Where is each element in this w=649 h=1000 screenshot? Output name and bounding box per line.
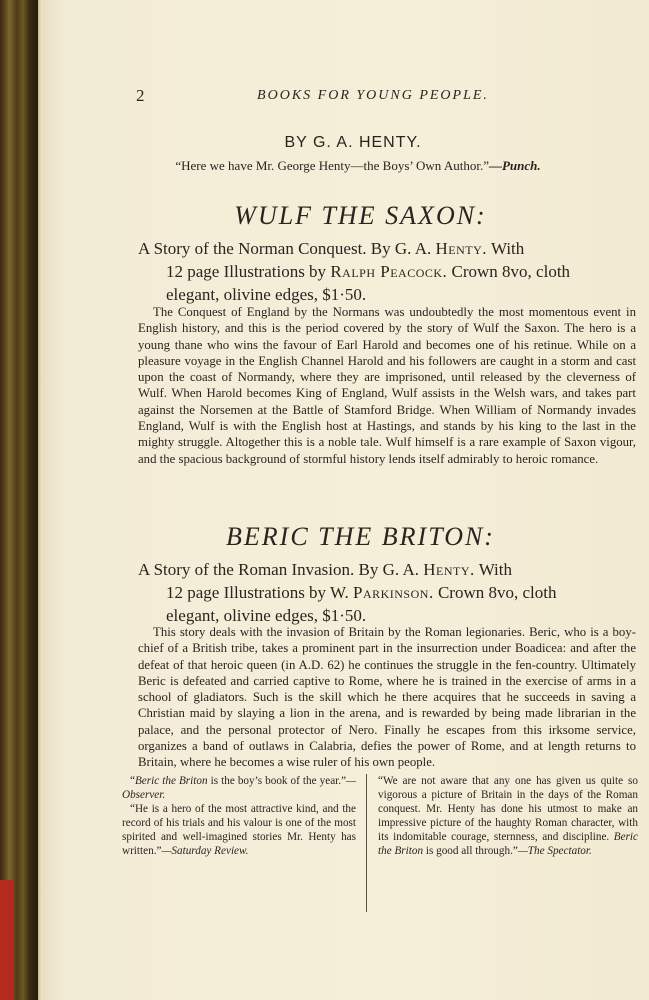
desc-line: elegant, olivine edges, $1·50. xyxy=(166,606,367,625)
desc-line xyxy=(138,581,638,604)
review-column-left xyxy=(122,774,356,859)
spine-ribbon xyxy=(0,880,14,1000)
review-source: —Observer. xyxy=(122,775,356,802)
desc-illustrator: Parkinson. xyxy=(352,583,434,602)
desc-author: Henty. xyxy=(423,560,475,579)
author-quote xyxy=(42,158,649,174)
review-text: “We are not aware that any one has given us quite so vigorous a picture of Britain in the days of the Roman conquest. Mr. Henty has done his utmost to make an impressive picture of the haughty Roman character, with its indomitable courage, sternness, and discipline. xyxy=(378,775,638,844)
review-observer: “Beric the Briton is the boy’s book of the year.”—Observer. xyxy=(122,775,356,802)
review-saturday xyxy=(122,802,356,858)
book-body-beric: This story deals with the invasion of Britain by the Roman legionaries. Beric, who is a boy-chief of a British tribe, takes a prominent part in the insurrection under Boadicea: and after the defeat of that heroic queen (in A.D. 62) he continues the struggle in the fen-country. Ultimately Beric is defeated and carried captive to Rome, where he is trained in the exercise of arms in a school of gladiators. Such is the skill which he there acquires that he succeeds in saving a Christian maid by slaying a lion in the arena, and is rewarded by being made librarian in the palace, and the personal protector of Nero. Finally he escapes from this irksome service, organizes a band of outlaws in Calabria, defies the power of Rome, and at length returns to Britain, where he becomes a wise ruler of his own people. xyxy=(138,625,636,770)
review-source: —Saturday Review. xyxy=(161,845,249,858)
running-head: BOOKS FOR YOUNG PEOPLE. xyxy=(257,88,489,103)
review-column-right xyxy=(378,774,638,859)
desc-line xyxy=(138,558,638,581)
desc-author: Henty. xyxy=(435,239,488,258)
desc-text: A Story of the Norman Conquest. By G. A. xyxy=(138,239,436,258)
page-number: 2 xyxy=(136,86,145,105)
review-source: —The Spectator. xyxy=(517,845,592,858)
review-spectator xyxy=(378,774,638,859)
desc-line xyxy=(138,260,638,283)
desc-line: elegant, olivine edges, $1·50. xyxy=(166,285,367,304)
book-desc-wulf xyxy=(138,237,638,306)
column-divider xyxy=(366,774,367,912)
author-quote-source: —Punch. xyxy=(488,158,541,173)
desc-text: With xyxy=(487,239,525,258)
desc-text: 12 page Illustrations by xyxy=(166,262,331,281)
book-spine xyxy=(0,0,42,1000)
desc-text: 12 page Illustrations by W. xyxy=(166,583,353,602)
book-title-wulf: WULF THE SAXON: xyxy=(234,201,487,230)
review-text: is good all through.” xyxy=(423,845,518,858)
desc-text: Crown 8vo, cloth xyxy=(433,583,557,602)
book-body-wulf: The Conquest of England by the Normans was undoubtedly the most momentous event in English history, and this is the period covered by the story of Wulf the Saxon. The hero is a young thane who wins the favour of Earl Harold and becomes one of his retinue. While on a pleasure voyage in the English Channel Harold and his followers are caught in a storm and cast upon the coast of Normandy, where they are imprisoned, until released by the cleverness of Wulf. When Harold becomes King of England, Wulf assists in the Welsh wars, and takes part against the Norsemen at the Battle of Stamford Bridge. When William of Normandy invades England, Wulf is with the English host at Hastings, and stands by his king to the last in the mighty struggle. Altogether this is a noble tale. Wulf himself is a rare example of Saxon vigour, and the spacious background of stormful history lends itself admirably to heroic romance. xyxy=(138,305,636,466)
author-heading: BY G. A. HENTY. xyxy=(284,134,422,151)
book-title-beric: BERIC THE BRITON: xyxy=(226,522,495,551)
review-text: is the boy’s book of the year.” xyxy=(207,775,347,787)
book-desc-beric xyxy=(138,558,638,627)
book-page xyxy=(42,0,649,1000)
review-text: “He is a hero of the most attractive kind, and the record of his trials and his valour is one of the most spirited and well-imagined stories Mr. Henty has written.” xyxy=(122,803,356,858)
desc-illustrator: Ralph Peacock. xyxy=(330,262,448,281)
review-book-title: Beric the Briton xyxy=(378,831,638,858)
desc-text: Crown 8vo, cloth xyxy=(447,262,571,281)
desc-text: With xyxy=(474,560,513,579)
desc-line xyxy=(138,237,638,260)
review-book-title: Beric the Briton xyxy=(134,775,208,787)
desc-text: A Story of the Roman Invasion. By G. A. xyxy=(138,560,424,579)
author-quote-text: “Here we have Mr. George Henty—the Boys’ Own Author.” xyxy=(175,158,489,173)
